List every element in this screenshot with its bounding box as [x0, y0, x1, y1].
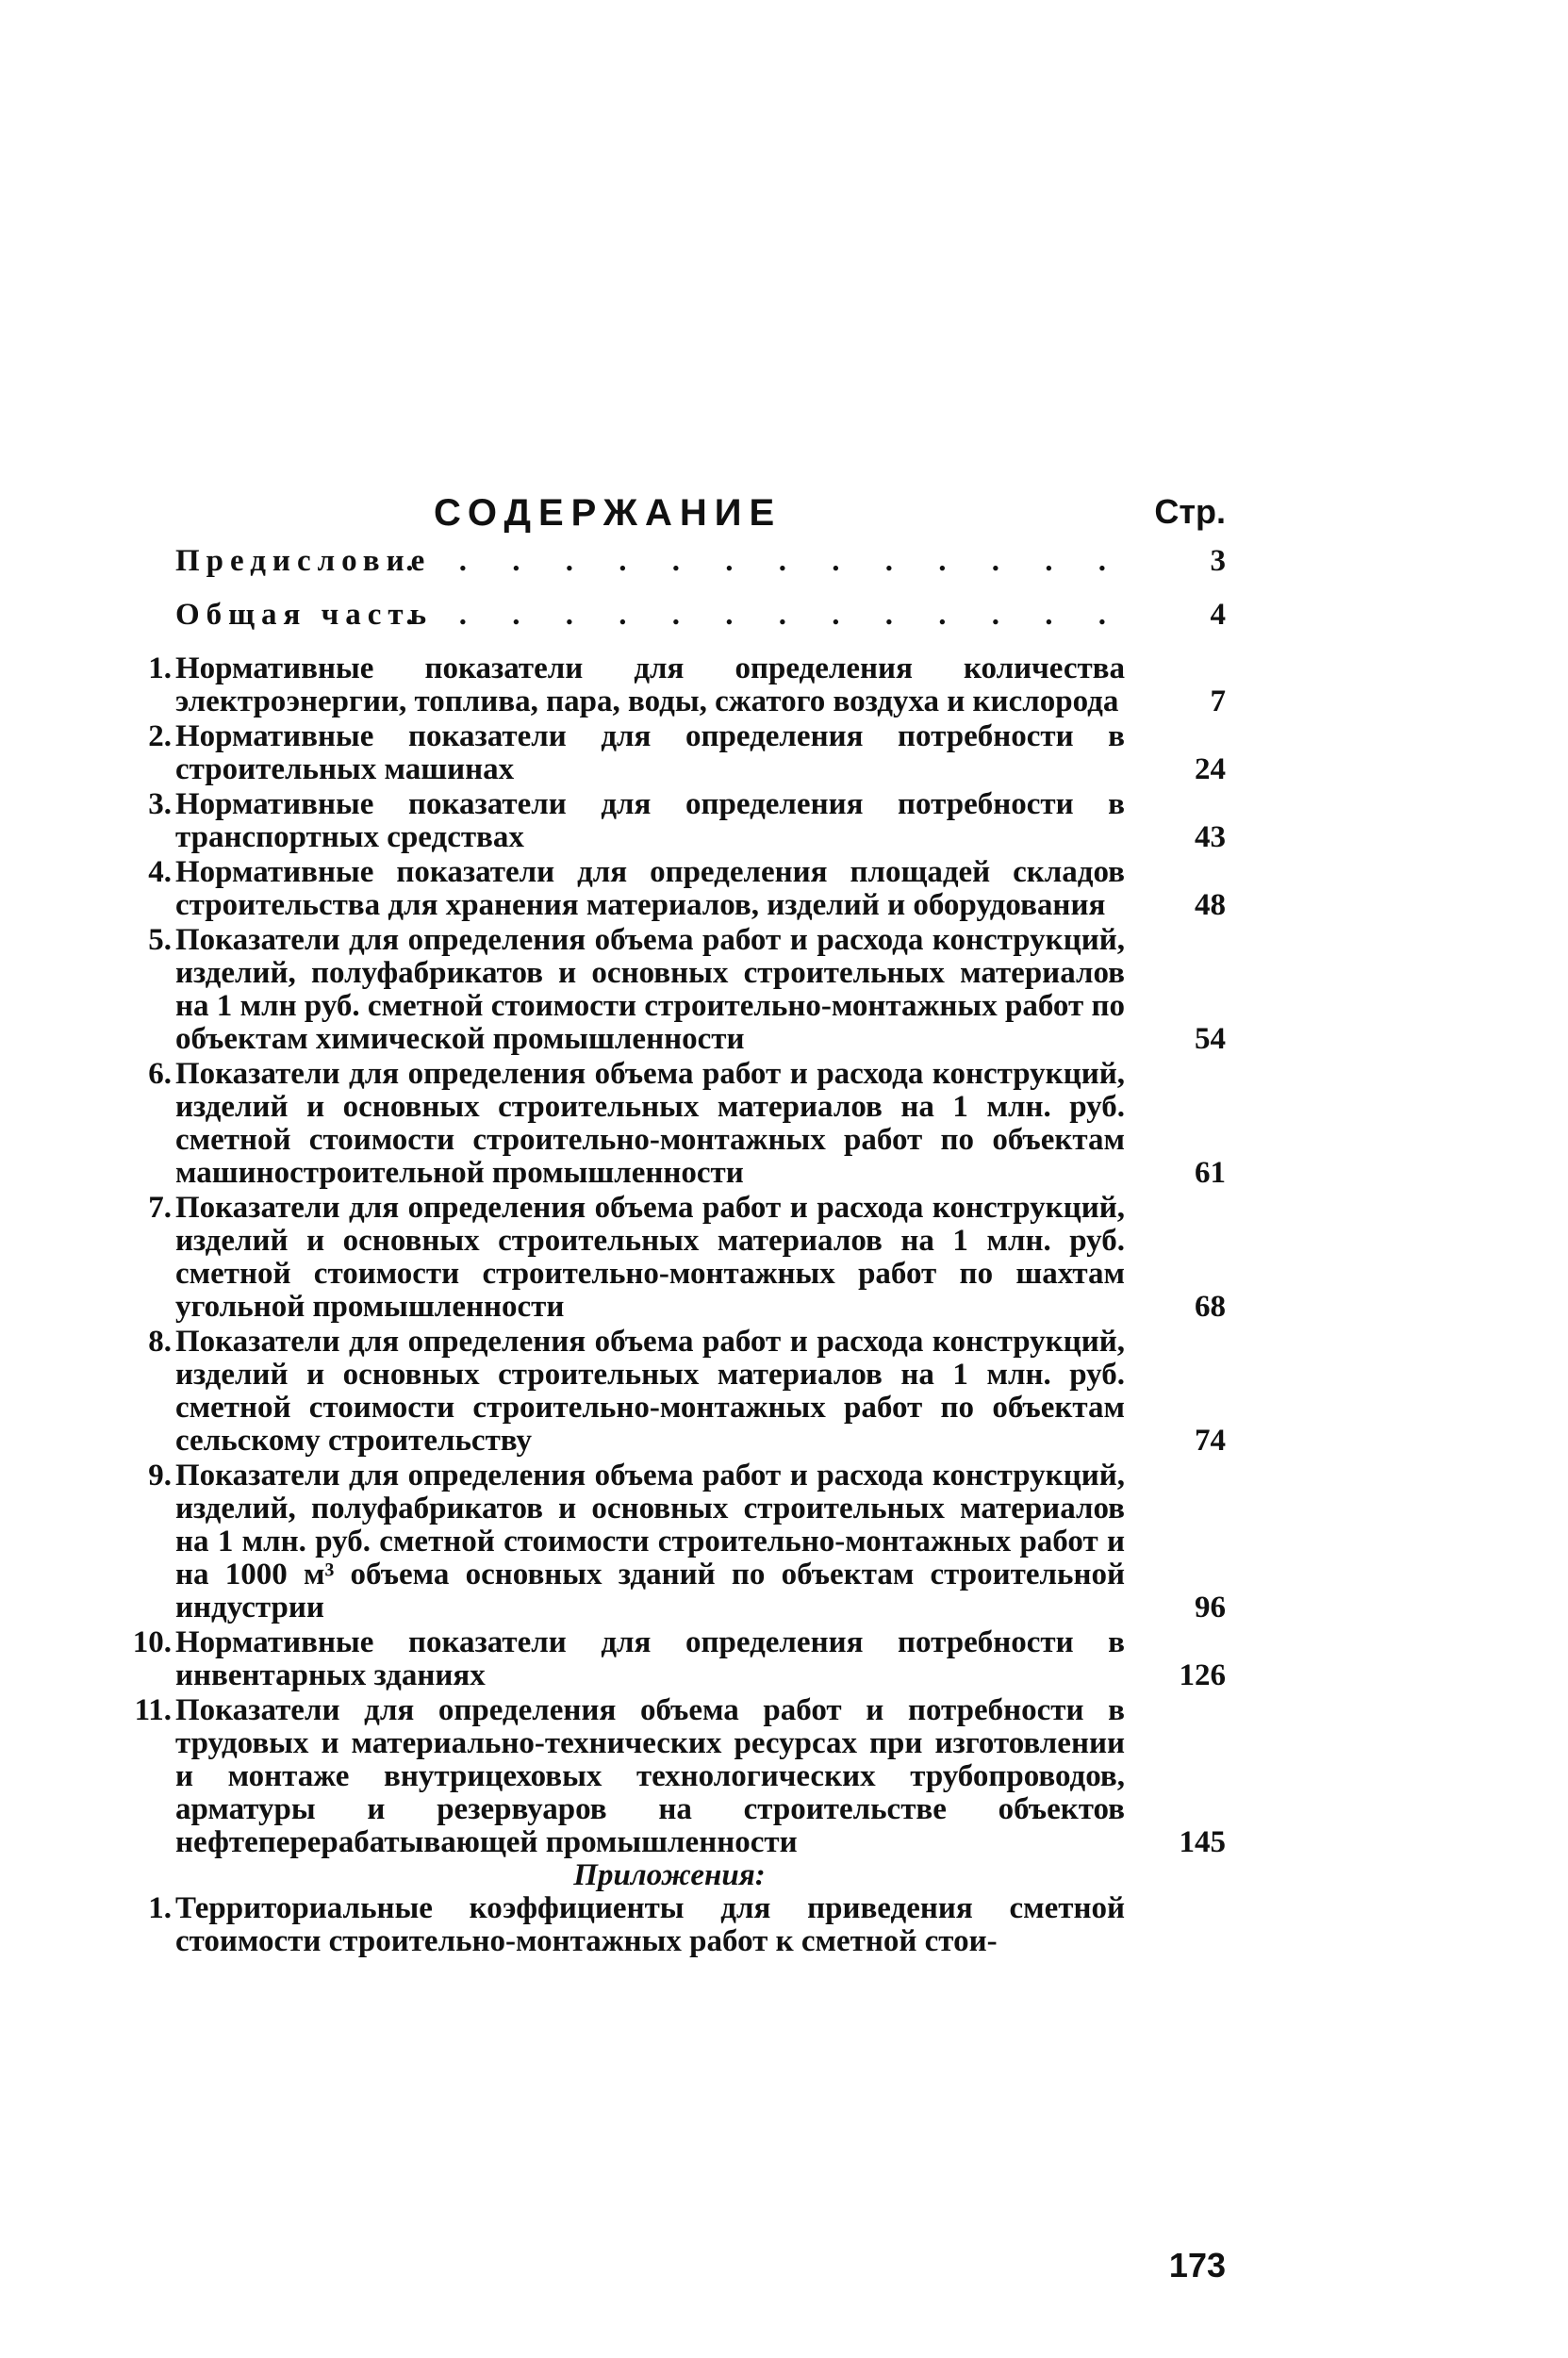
toc-entry-page: 24 — [1195, 752, 1226, 786]
toc-entry-2 — [113, 720, 1226, 786]
toc-entry-number: 5. — [148, 923, 172, 957]
toc-entry-text: Показатели для определения объема работ и расхода конструкций, изделий и основных строительных материалов на 1 млн. руб. сметной стоимости строительно-монтажных работ по объектам сельскому строительству — [175, 1325, 1125, 1458]
toc-entry-page: 4 — [1210, 598, 1226, 632]
toc-entry-number: 4. — [148, 855, 172, 889]
toc-entry-6 — [113, 1058, 1226, 1190]
toc-entry-text: Нормативные показатели для определения площадей складов строительства для хранения материалов, изделий и оборудования — [175, 855, 1125, 922]
toc-entry-number: 6. — [148, 1057, 172, 1091]
toc-entry-1 — [113, 652, 1226, 718]
toc-title: СОДЕРЖАНИЕ — [434, 492, 783, 534]
toc-entry-text: Предисловие — [175, 544, 432, 578]
table-of-contents — [113, 545, 1226, 1958]
toc-entry-number: 1. — [148, 1891, 172, 1925]
toc-entry-3 — [113, 788, 1226, 854]
toc-entry-number: 7. — [148, 1191, 172, 1225]
toc-entry-page: 54 — [1195, 1022, 1226, 1056]
toc-entry-page: 61 — [1195, 1156, 1226, 1190]
toc-entry-number: 11. — [134, 1693, 172, 1727]
toc-entry-number: 10. — [132, 1625, 172, 1659]
toc-heading — [170, 492, 1226, 549]
toc-entry-text: Показатели для определения объема работ и расхода конструкций, изделий и основных строительных материалов на 1 млн. руб. сметной стоимости строительно-монтажных работ по шахтам угольной промышленности — [175, 1191, 1125, 1324]
toc-entry-text: Нормативные показатели для определения потребности в транспортных средствах — [175, 787, 1125, 854]
toc-entry-page: 74 — [1195, 1424, 1226, 1458]
page-column-label: Стр. — [1154, 492, 1226, 531]
toc-entry-text: Нормативные показатели для определения количества электроэнергии, топлива, пара, воды, сжатого воздуха и кислорода — [175, 651, 1125, 718]
toc-entry-page: 96 — [1195, 1591, 1226, 1624]
toc-entry-text: Нормативные показатели для определения потребности в инвентарных зданиях — [175, 1625, 1125, 1692]
leader-dots: . . . . . . . . . . . . . . — [405, 598, 1125, 632]
page-number: 173 — [1168, 2246, 1226, 2284]
toc-entry-11 — [113, 1694, 1226, 1859]
toc-entry-7 — [113, 1192, 1226, 1324]
toc-entry-text: Показатели для определения объема работ и расхода конструкций, изделий и основных строительных материалов на 1 млн. руб. сметной стоимости строительно-монтажных работ по объектам машиностроительной промышленности — [175, 1057, 1125, 1190]
toc-entry-10 — [113, 1626, 1226, 1692]
toc-entry-number: 3. — [148, 787, 172, 821]
toc-entry-preface — [113, 545, 1226, 578]
toc-entry-page: 68 — [1195, 1290, 1226, 1324]
toc-entry-8 — [113, 1326, 1226, 1458]
toc-entry-page: 7 — [1210, 684, 1226, 718]
toc-entry-4 — [113, 856, 1226, 922]
toc-entry-text: Территориальные коэффициенты для приведения сметной стоимости строительно-монтажных работ к сметной стои- — [175, 1891, 1125, 1958]
toc-entry-number: 2. — [148, 719, 172, 753]
toc-entry-number: 9. — [148, 1459, 172, 1492]
toc-entry-text: Общая часть — [175, 598, 434, 632]
toc-entry-9 — [113, 1459, 1226, 1624]
toc-entry-number: 8. — [148, 1325, 172, 1359]
toc-entry-text: Нормативные показатели для определения потребности в строительных машинах — [175, 719, 1125, 786]
toc-entry-page: 3 — [1210, 544, 1226, 578]
toc-entry-page: 126 — [1179, 1658, 1226, 1692]
leader-dots: . . . . . . . . . . . . . . — [405, 544, 1125, 578]
toc-entry-page: 48 — [1195, 888, 1226, 922]
toc-entry-number: 1. — [148, 651, 172, 685]
toc-entry-text: Показатели для определения объема работ и расхода конструкций, изделий, полуфабрикатов и основных строительных материалов на 1 млн. руб. сметной стоимости строительно-монтажных работ и на 1000 м³ объема основных зданий по объектам строительной индустрии — [175, 1459, 1125, 1624]
toc-entry-page: 43 — [1195, 820, 1226, 854]
toc-entry-text: Показатели для определения объема работ и расхода конструкций, изделий, полуфабрикатов и основных строительных материалов на 1 млн руб. сметной стоимости строительно-монтажных работ по объектам химической промышленности — [175, 923, 1125, 1056]
appendix-heading: Приложения: — [573, 1858, 766, 1892]
appendix-entry-1 — [113, 1892, 1226, 1958]
toc-entry-text: Показатели для определения объема работ и потребности в трудовых и материально-технических ресурсах при изготовлении и монтаже внутрицеховых технологических трубопроводов, арматуры и резервуаров на строительстве объектов нефтеперерабатывающей промышленности — [175, 1693, 1125, 1859]
toc-entry-general — [113, 599, 1226, 632]
toc-entry-5 — [113, 924, 1226, 1056]
toc-entry-page: 145 — [1179, 1825, 1226, 1859]
